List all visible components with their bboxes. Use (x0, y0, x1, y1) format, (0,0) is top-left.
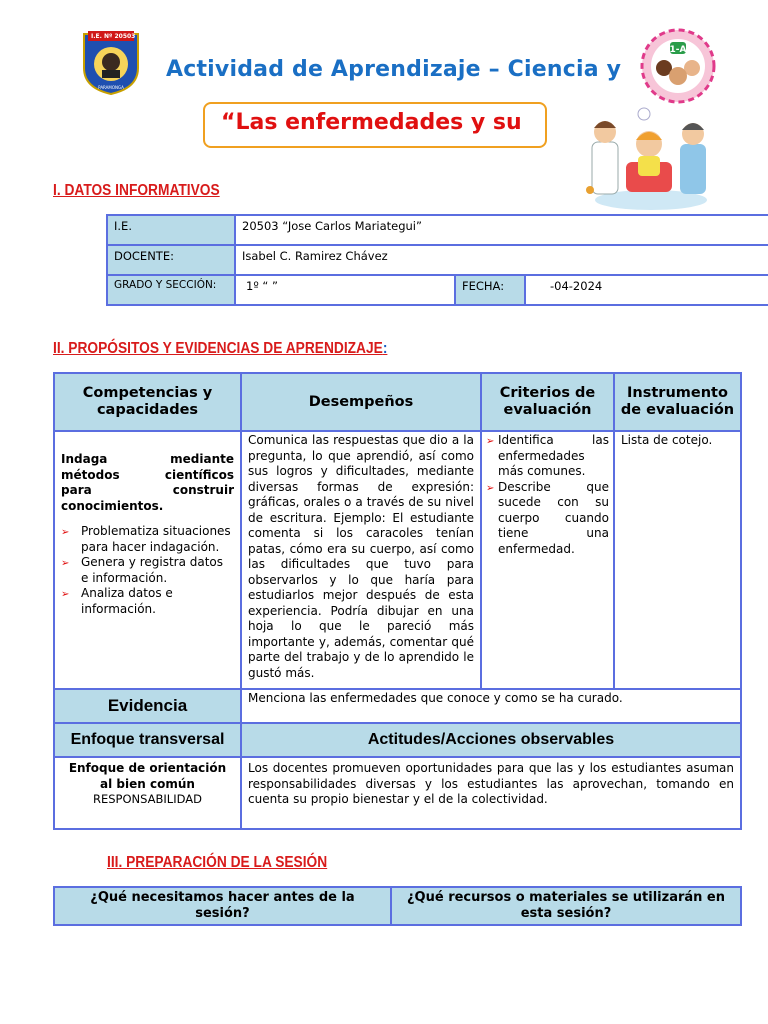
docente-label: DOCENTE: (107, 245, 235, 275)
fecha-label: FECHA: (455, 275, 525, 305)
header-desempenos: Desempeños (241, 373, 481, 431)
topic-box (203, 102, 547, 148)
page-title: Actividad de Aprendizaje – Ciencia y (166, 57, 622, 82)
informative-data-table (106, 214, 768, 306)
prep-before-header: ¿Qué necesitamos hacer antes de la sesión? (54, 887, 391, 925)
evidencia-value: Menciona las enfermedades que conoce y como se ha curado. (241, 689, 741, 723)
class-logo (640, 28, 716, 104)
sick-kids-illustration (586, 104, 716, 212)
header-instrumento: Instrumento de evaluación (614, 373, 741, 431)
arrow-bullet-icon: ➢ (61, 527, 70, 538)
list-item: ➢ Describe que sucede con su cuerpo cuando tiene una enfermedad. (486, 479, 609, 556)
topic-title: “Las enfermedades y su (221, 110, 522, 135)
arrow-bullet-icon: ➢ (486, 436, 495, 447)
criterios-cell (481, 431, 614, 689)
section-3-heading: III. PREPARACIÓN DE LA SESIÓN (107, 854, 328, 871)
enfoque-label: Enfoque transversal (54, 723, 241, 757)
fecha-value: -04-2024 (525, 275, 768, 305)
list-item: ➢ Identifica las enfermedades más comunes. (486, 433, 609, 478)
competencia-title-line: conocimientos. (61, 498, 164, 513)
arrow-bullet-icon: ➢ (61, 589, 70, 600)
list-item: ➢ Problematiza situaciones para hacer indagación. (61, 524, 231, 554)
header-criterios: Criterios de evaluación (481, 373, 614, 431)
enfoque-name: Enfoque de orientación al bien común (68, 761, 227, 791)
section-2-colon: : (382, 340, 388, 357)
instrumento-value: Lista de cotejo. (614, 431, 741, 689)
section-2-number: II. (53, 340, 65, 357)
ie-value: 20503 “Jose Carlos Mariategui” (235, 215, 768, 245)
list-item: ➢ Analiza datos e información. (61, 586, 173, 616)
arrow-bullet-icon: ➢ (61, 558, 70, 569)
docente-value: Isabel C. Ramirez Chávez (235, 245, 768, 275)
enfoque-value: RESPONSABILIDAD (93, 792, 202, 806)
competencia-title-line: para construir (61, 483, 234, 497)
actitudes-value: Los docentes promueven oportunidades para que las y los estudiantes asuman responsabilidades diversas y los estudiantes las aprovechan, tomando en cuenta su propio bienestar y el de la colectividad. (241, 757, 741, 829)
ie-label: I.E. (107, 215, 235, 245)
svg-text:PARAMONGA: PARAMONGA (98, 85, 124, 90)
arrow-bullet-icon: ➢ (486, 482, 495, 494)
grado-label: GRADO Y SECCIÓN: (107, 275, 235, 305)
competencia-title-line: Indaga mediante (61, 452, 234, 466)
preparation-table (53, 886, 742, 926)
section-1-heading: I. DATOS INFORMATIVOS (53, 182, 220, 199)
competencias-cell (54, 431, 241, 689)
evidencia-label: Evidencia (54, 689, 241, 723)
actitudes-label: Actitudes/Acciones observables (241, 723, 741, 757)
prep-resources-header: ¿Qué recursos o materiales se utilizarán en esta sesión? (391, 887, 741, 925)
section-2-title: PROPÓSITOS Y EVIDENCIAS DE APRENDIZAJE (64, 340, 383, 357)
list-item: ➢ Genera y registra datos e información. (61, 555, 224, 585)
header-competencias: Competencias y capacidades (54, 373, 241, 431)
school-badge-label: I.E. Nº 20503 (91, 33, 136, 40)
competencia-title-line: métodos científicos (61, 467, 234, 482)
svg-text:1-A: 1-A (669, 45, 687, 55)
purposes-table (53, 372, 742, 830)
grado-value: 1º “ ” (235, 275, 455, 305)
capacidades-list (55, 514, 240, 617)
section-2-heading (53, 340, 387, 358)
desempeno-text: Comunica las respuestas que dio a la pregunta, lo que aprendió, así como sus logros y dificultades, mediante diversas formas de expresión: gráficas, orales o a través de su nivel de escritura. Ejemplo: El estudiante comenta si los caracoles tenían patas, cómo era su cuerpo, así como las dificultades que tuvo para observarlos y lo que haría para estudiarlos mejor después de esta experiencia. Podría dibujar en una hoja lo que le pareció más importante y, además, comentar qué parte del trabajo y de lo aprendido le gustó más. (241, 431, 481, 689)
enfoque-cell (54, 757, 241, 829)
competencia-title (55, 432, 240, 514)
